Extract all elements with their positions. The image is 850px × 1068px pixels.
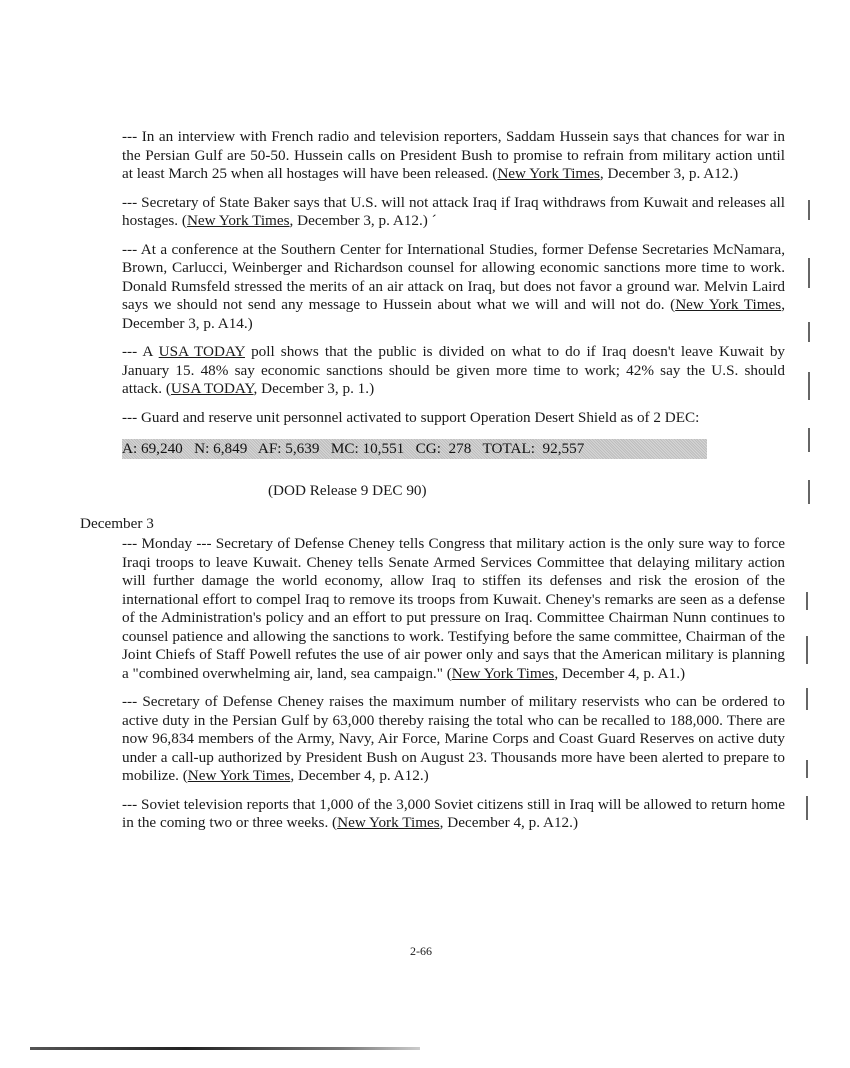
page-body [80, 128, 786, 843]
scan-margin-mark [808, 428, 810, 452]
citation: USA TODAY [158, 343, 245, 360]
citation: New York Times [337, 814, 440, 831]
scan-margin-mark [806, 636, 808, 664]
page-number: 2-66 [410, 944, 432, 958]
scan-margin-mark [806, 688, 808, 710]
citation: New York Times [675, 296, 782, 313]
scan-edge-smudge [30, 1047, 420, 1050]
citation: New York Times [451, 664, 555, 682]
scan-margin-mark [808, 258, 810, 288]
citation: USA TODAY [170, 380, 254, 397]
paragraph-baker: --- Secretary of State Baker says that U.S. will not attack Iraq if Iraq withdraws from Kuwait and releases all hostages. (New York Times, December 3, p. A12.) ´ [122, 193, 785, 229]
scan-margin-mark [806, 760, 808, 778]
source-note: (DOD Release 9 DEC 90) [268, 482, 427, 499]
scan-margin-mark [806, 592, 808, 610]
scan-margin-mark [808, 200, 810, 220]
scan-margin-mark [808, 372, 810, 400]
paragraph-cheney-congress: --- Monday --- Secretary of Defense Cheney tells Congress that military action is the only sure way to force Iraqi troops to leave Kuwait. Cheney tells Senate Armed Services Committee that delaying military action will further damage the world economy, allow Iraq to stiffen its defenses and risk the erosion of the international effort to compel Iraq to remove its troops from Kuwait. Cheney's remarks are seen as a defense of the Administration's policy and an effort to put pressure on Iraq. Committee Chairman Nunn continues to counsel patience and allowing the sanctions to work. Testifying before the same committee, Chairman of the Joint Chiefs of Staff Powell refutes the use of air power only and says that the American military is planning a "combined overwhelming air, land, sea campaign." (New York Times, December 4, p. A1.) [122, 535, 785, 682]
scan-margin-mark [808, 322, 810, 342]
personnel-totals-bar: A: 69,240 N: 6,849 AF: 5,639 MC: 10,551 CG: 278 TOTAL: 92,557 [122, 439, 707, 459]
scan-margin-mark [808, 480, 810, 504]
citation: New York Times [187, 767, 291, 784]
scan-margin-mark [806, 796, 808, 820]
paragraph-conference: --- At a conference at the Southern Center for International Studies, former Defense Secretaries McNamara, Brown, Carlucci, Weinberger and Richardson counsel for allowing economic sanctions more time to work. Donald Rumsfeld stressed the merits of an air attack on Iraq, but does not favor a ground war. Melvin Laird says we should not send any message to Hussein about what we will and will not do. (New York Times, December 3, p. A14.) [122, 240, 785, 332]
paragraph-usa-today-poll: --- A USA TODAY poll shows that the public is divided on what to do if Iraq doesn't leave Kuwait by January 15. 48% say economic sanctions should be given more time to work; 42% say the U.S. should attack. (USA TODAY, December 3, p. 1.) [122, 343, 786, 397]
paragraph-soviet-citizens: --- Soviet television reports that 1,000 of the 3,000 Soviet citizens still in Iraq will be allowed to return home in the coming two or three weeks. (New York Times, December 4, p. A12.) [122, 795, 785, 831]
section-heading: December 3 [80, 515, 154, 532]
citation: New York Times [497, 165, 600, 182]
paragraph-guard-reserve: --- Guard and reserve unit personnel activated to support Operation Desert Shield as of 2 DEC: [122, 408, 700, 426]
paragraph-hussein-interview: --- In an interview with French radio and television reporters, Saddam Hussein says that chances for war in the Persian Gulf are 50-50. Hussein calls on President Bush to promise to refrain from military action until at least March 25 when all hostages will have been released. (New York Times, December 3, p. A12.) [122, 128, 785, 182]
citation: New York Times [186, 212, 290, 229]
paragraph-reservists: --- Secretary of Defense Cheney raises the maximum number of military reservists who can be ordered to active duty in the Persian Gulf by 63,000 thereby raising the total who can be recalled to 188,000. There are now 96,834 members of the Army, Navy, Air Force, Marine Corps and Coast Guard Reserves on active duty under a call-up authorized by President Bush on August 23. Thousands more have been alerted to prepare to mobilize. (New York Times, December 4, p. A12.) [122, 693, 785, 784]
